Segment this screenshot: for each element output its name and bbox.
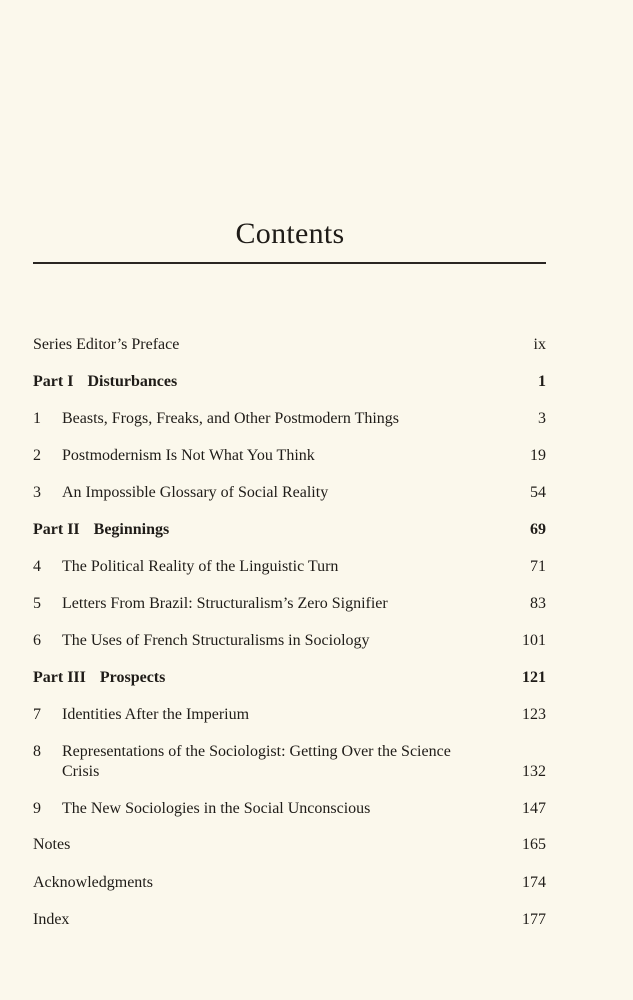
- toc-chapter-number: 8: [33, 743, 41, 760]
- toc-page-number: 69: [530, 521, 546, 538]
- toc-part-label: Part I: [33, 373, 74, 390]
- toc-page-number: 54: [530, 484, 546, 501]
- toc-entry-title: Series Editor’s Preface: [33, 336, 180, 353]
- toc-chapter-number: 7: [33, 706, 41, 723]
- toc-chapter-number: 6: [33, 632, 41, 649]
- toc-chapter-number: 5: [33, 595, 41, 612]
- toc-entry-title: Identities After the Imperium: [62, 706, 250, 723]
- toc-entry-title: Postmodernism Is Not What You Think: [62, 447, 315, 464]
- toc-page-number: 123: [522, 706, 546, 723]
- toc-page-number: ix: [533, 336, 546, 353]
- toc-entry-title: Notes: [33, 836, 71, 853]
- toc-page-number: 1: [538, 373, 546, 390]
- toc-page-number: 132: [522, 763, 546, 780]
- toc-part-label: Part II: [33, 521, 80, 538]
- toc-entry-title: Disturbances: [87, 373, 178, 390]
- toc-page-number: 147: [522, 800, 546, 817]
- page-title: Contents: [235, 217, 345, 250]
- toc-page-number: 101: [522, 632, 546, 649]
- toc-page-number: 3: [538, 410, 546, 427]
- toc-chapter-number: 3: [33, 484, 41, 501]
- title-rule: [33, 262, 546, 264]
- toc-chapter-number: 4: [33, 558, 41, 575]
- toc-entry-title: Index: [33, 911, 70, 928]
- toc-part-label: Part III: [33, 669, 86, 686]
- toc-entry-title: The Uses of French Structuralisms in Sociology: [62, 632, 370, 649]
- toc-chapter-number: 1: [33, 410, 41, 427]
- toc-entry-title: Acknowledgments: [33, 874, 153, 891]
- toc-page-number: 83: [530, 595, 546, 612]
- toc-page-number: 177: [522, 911, 546, 928]
- toc-page-number: 121: [522, 669, 546, 686]
- toc-entry-title: The New Sociologies in the Social Unconscious: [62, 800, 371, 817]
- toc-entry-title: Letters From Brazil: Structuralism’s Zero Signifier: [62, 595, 388, 612]
- toc-entry-title: The Political Reality of the Linguistic Turn: [62, 558, 339, 575]
- toc-entry-title: Beasts, Frogs, Freaks, and Other Postmodern Things: [62, 410, 400, 427]
- toc-entry-title: Beginnings: [93, 521, 170, 538]
- toc-page-number: 71: [530, 558, 546, 575]
- toc-entry-title: Prospects: [99, 669, 166, 686]
- toc-entry-title: An Impossible Glossary of Social Reality: [62, 484, 329, 501]
- toc-chapter-number: 2: [33, 447, 41, 464]
- toc-page-number: 174: [522, 874, 546, 891]
- toc-page-number: 165: [522, 836, 546, 853]
- toc-chapter-number: 9: [33, 800, 41, 817]
- toc-entry-title: Representations of the Sociologist: Getting Over the Science Crisis: [62, 743, 451, 780]
- toc-page-number: 19: [530, 447, 546, 464]
